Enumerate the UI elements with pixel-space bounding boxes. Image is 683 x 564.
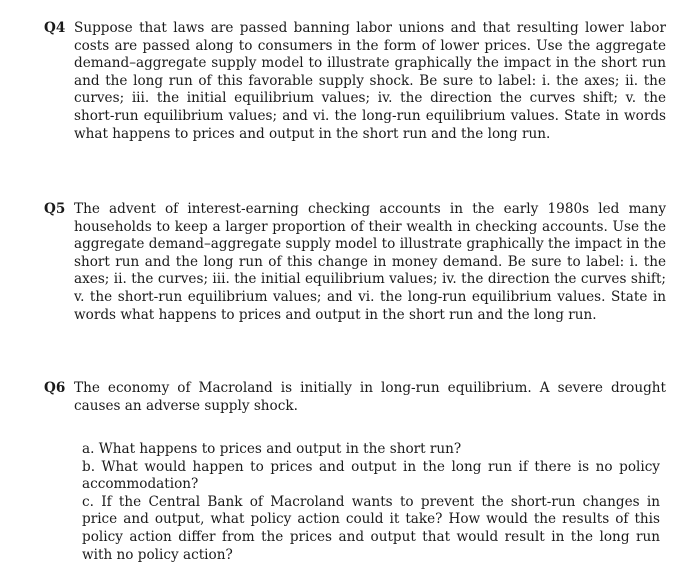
subpart-a: a. What happens to prices and output in the short run? xyxy=(82,441,462,457)
question-q5 xyxy=(44,201,666,324)
question-q6 xyxy=(44,380,666,415)
subpart-b: b. What would happen to prices and output in the long run if there is no policy accommodation? xyxy=(82,458,660,493)
question-text: Suppose that laws are passed banning labor unions and that resulting lower labor costs are passed along to consumers in the form of lower prices. Use the aggregate demand–aggregate supply model to illustrate graphically the impact in the short run and the long run of this favorable supply shock. Be sure to label: i. the axes; ii. the curves; iii. the initial equilibrium values; iv. the direction the curves shift; v. the short-run equilibrium values; and vi. the long-run equilibrium values. State in words what happens to prices and output in the short run and the long run. xyxy=(74,20,666,142)
question-text: The economy of Macroland is initially in long-run equilibrium. A severe drought causes an adverse supply shock. xyxy=(74,380,666,414)
question-label: Q6 xyxy=(44,380,66,396)
question-text: The advent of interest-earning checking accounts in the early 1980s led many households to keep a larger proportion of their wealth in checking accounts. Use the aggregate demand–aggregate supply model to illustrate graphically the impact in the short run and the long run of this change in money demand. Be sure to label: i. the axes; ii. the curves; iii. the initial equilibrium values; iv. the direction the curves shift; v. the short-run equilibrium values; and vi. the long-run equilibrium values. State in words what happens to prices and output in the short run and the long run. xyxy=(74,201,666,323)
subpart-c: c. If the Central Bank of Macroland wants to prevent the short-run changes in price and output, what policy action could it take? How would the results of this policy action differ from the prices and output that would result in the long run with no policy action? xyxy=(82,493,660,563)
question-label: Q4 xyxy=(44,20,66,36)
q6-subparts xyxy=(82,441,660,564)
question-label: Q5 xyxy=(44,201,66,217)
question-q4 xyxy=(44,20,666,143)
